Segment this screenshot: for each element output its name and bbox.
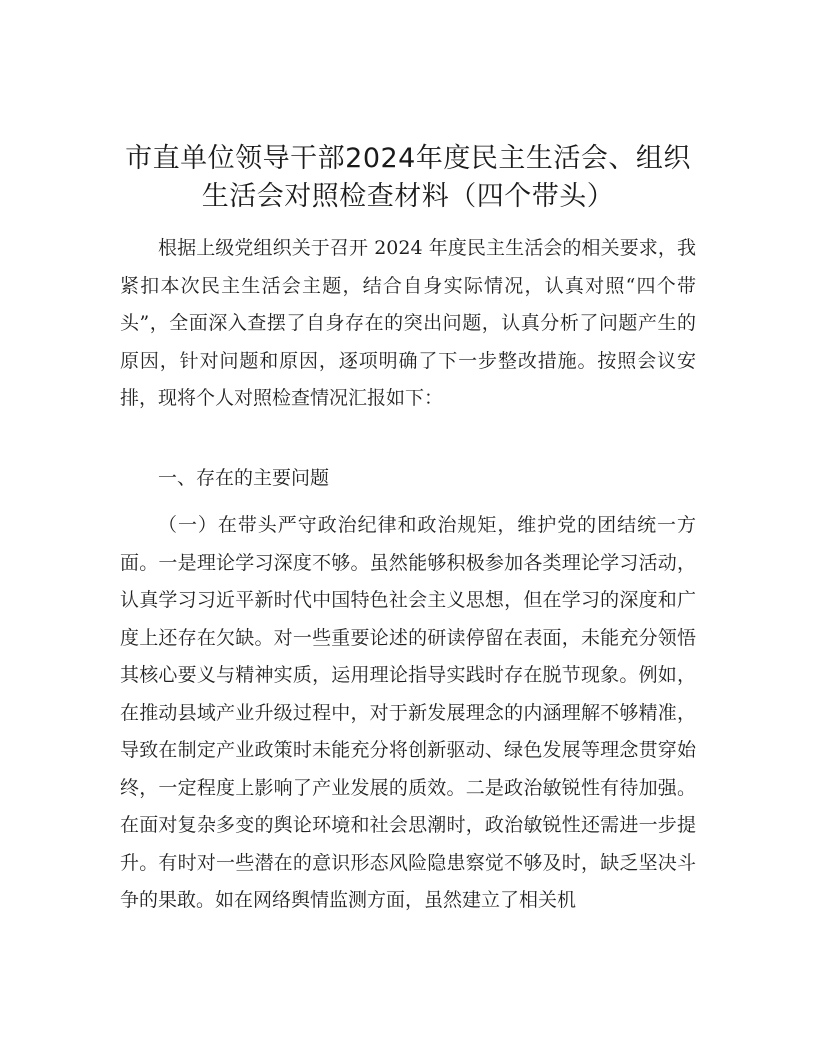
title-line-1: 市直单位领导干部2024年度民主生活会、组织 (125, 143, 691, 174)
section-paragraph: （一）在带头严守政治纪律和政治规矩，维护党的团结统一方面。一是理论学习深度不够。虽然能够积极参加各类理论学习活动，认真学习习近平新时代中国特色社会主义思想，但在学习的深度和广度上还存在欠缺。对一些重要论述的研读停留在表面，未能充分领悟其核心要义与精神实质，运用理论指导实践时存在脱节现象。例如，在推动县域产业升级过程中，对于新发展理念的内涵理解不够精准，导致在制定产业政策时未能充分将创新驱动、绿色发展等理念贯穿始终，一定程度上影响了产业发展的质效。二是政治敏锐性有待加强。在面对复杂多变的舆论环境和社会思潮时，政治敏锐性还需进一步提升。有时对一些潜在的意识形态风险隐患察觉不够及时，缺乏坚决斗争的果敢。如在网络舆情监测方面，虽然建立了相关机 (120, 514, 696, 911)
section-heading: 一、存在的主要问题 (158, 467, 330, 489)
title-line-2: 生活会对照检查材料（四个带头） (201, 181, 615, 212)
intro-paragraph: 根据上级党组织关于召开 2024 年度民主生活会的相关要求，我紧扣本次民主生活会主题，结合自身实际情况，认真对照“四个带头”，全面深入查摆了自身存在的突出问题，认真分析了问题产生的原因，针对问题和原因，逐项明确了下一步整改措施。按照会议安排，现将个人对照检查情况汇报如下： (120, 237, 696, 409)
document-title (110, 140, 706, 216)
